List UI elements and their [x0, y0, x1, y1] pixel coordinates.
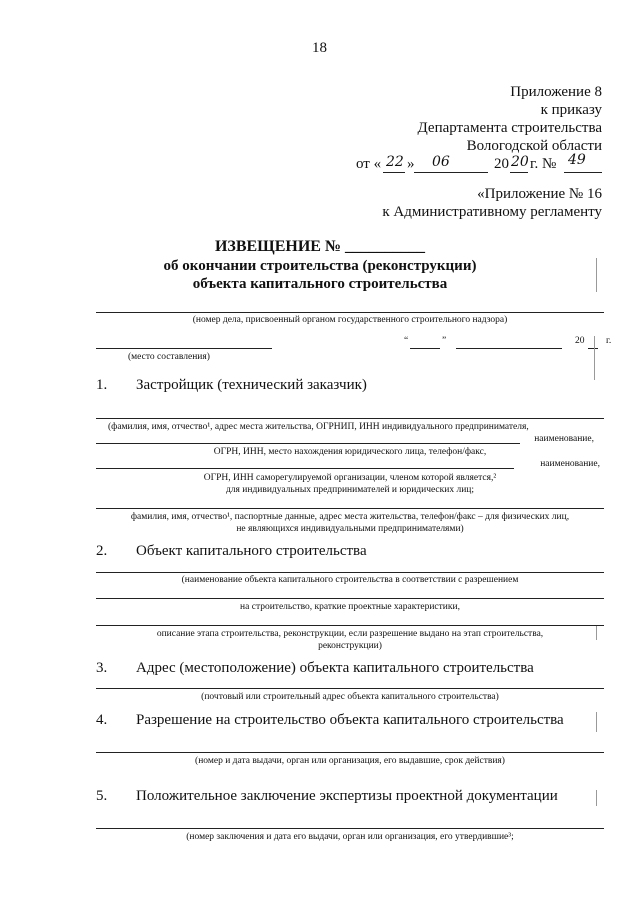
- scan-mark: [596, 712, 597, 732]
- date-month-line: [456, 348, 562, 349]
- scan-mark: [594, 336, 595, 380]
- annex-line-3: Департамента строительства: [417, 120, 602, 136]
- section-3-line: [96, 688, 604, 689]
- scan-mark: [596, 790, 597, 806]
- date-day-line: [410, 348, 440, 349]
- date-year: 20: [575, 336, 585, 346]
- annex-date-year-prefix: 20: [494, 156, 509, 172]
- annex-date-day: 22: [386, 154, 404, 170]
- section-1-number: 1.: [96, 377, 108, 393]
- section-1-caption-2: наименование,: [534, 434, 594, 444]
- section-1-caption-6: для индивидуальных предпринимателей и юридических лиц;: [225, 485, 475, 495]
- number-underline: [564, 172, 602, 173]
- section-1-caption-8: не являющихся индивидуальными предпринимателями): [236, 524, 464, 534]
- annex-line-2: к приказу: [540, 102, 602, 118]
- section-1-caption-7: фамилия, имя, отчество¹, паспортные данные, адрес места жительства, телефон/факс – для физических лиц,: [130, 512, 570, 522]
- section-1-caption-4: наименование,: [540, 459, 600, 469]
- section-1-caption-1: (фамилия, имя, отчество¹, адрес места жительства, ОГРНИП, ИНН индивидуального предпринимателя,: [108, 422, 529, 432]
- annex-date-prefix: от «: [356, 156, 382, 172]
- section-2-line-3: [96, 625, 604, 626]
- date-g: г.: [606, 336, 612, 346]
- section-1-title: Застройщик (технический заказчик): [136, 377, 367, 393]
- scan-mark: [596, 258, 597, 292]
- section-5-number: 5.: [96, 788, 108, 804]
- section-1-line-3: [96, 468, 514, 469]
- year-underline: [510, 172, 528, 173]
- place-line: [96, 348, 272, 349]
- annex-line-1: Приложение 8: [510, 84, 602, 100]
- section-5-line: [96, 828, 604, 829]
- section-1-line-4: [96, 508, 604, 509]
- section-2-caption-4: реконструкции): [318, 641, 382, 651]
- annex-line-4: Вологодской области: [466, 138, 602, 154]
- section-3-number: 3.: [96, 660, 108, 676]
- section-5-title: Положительное заключение экспертизы проектной документации: [136, 788, 558, 804]
- notice-subtitle-2: объекта капитального строительства: [192, 276, 448, 292]
- appendix-line-1: «Приложение № 16: [477, 186, 602, 202]
- annex-date-month: 06: [432, 154, 450, 170]
- section-2-line-1: [96, 572, 604, 573]
- section-3-title: Адрес (местоположение) объекта капитального строительства: [136, 660, 534, 676]
- section-1-caption-5: ОГРН, ИНН саморегулируемой организации, членом которой является,²: [203, 473, 497, 483]
- section-1-line-1: [96, 418, 604, 419]
- notice-title: ИЗВЕЩЕНИЕ № __________: [214, 238, 426, 255]
- section-2-caption-3: описание этапа строительства, реконструкции, если разрешение выдано на этап строительства,: [156, 629, 544, 639]
- day-underline: [383, 172, 405, 173]
- section-5-caption: (номер заключения и дата его выдачи, орган или организация, его утвердившие³;: [186, 832, 514, 842]
- section-2-number: 2.: [96, 543, 108, 559]
- section-4-caption: (номер и дата выдачи, орган или организация, его выдавшие, срок действия): [195, 756, 505, 766]
- scan-mark: [596, 626, 597, 640]
- place-caption: (место составления): [128, 352, 210, 362]
- section-1-caption-3: ОГРН, ИНН, место нахождения юридического лица, телефон/факс,: [213, 447, 487, 457]
- annex-date-sep: »: [407, 156, 415, 172]
- section-4-number: 4.: [96, 712, 108, 728]
- section-2-line-2: [96, 598, 604, 599]
- case-number-line: [96, 312, 604, 313]
- section-2-caption-2: на строительство, краткие проектные характеристики,: [240, 602, 460, 612]
- date-quote-close: ”: [442, 336, 447, 346]
- section-2-title: Объект капитального строительства: [136, 543, 367, 559]
- section-4-title: Разрешение на строительство объекта капитального строительства: [136, 712, 564, 728]
- annex-number: 49: [568, 152, 586, 168]
- section-2-caption-1: (наименование объекта капитального строительства в соответствии с разрешением: [181, 575, 519, 585]
- date-quote-open: “: [404, 336, 409, 346]
- case-number-caption: (номер дела, присвоенный органом государственного строительного надзора): [192, 315, 508, 325]
- annex-date-suffix: г. №: [530, 156, 557, 172]
- appendix-line-2: к Административному регламенту: [382, 204, 602, 220]
- month-underline: [414, 172, 488, 173]
- page-number: 18: [312, 40, 327, 56]
- section-3-caption: (почтовый или строительный адрес объекта капитального строительства): [201, 692, 499, 702]
- annex-date-year: 20: [511, 154, 529, 170]
- notice-subtitle-1: об окончании строительства (реконструкции): [163, 258, 477, 274]
- section-4-line: [96, 752, 604, 753]
- date-year-line: [588, 348, 598, 349]
- section-1-line-2: [96, 443, 520, 444]
